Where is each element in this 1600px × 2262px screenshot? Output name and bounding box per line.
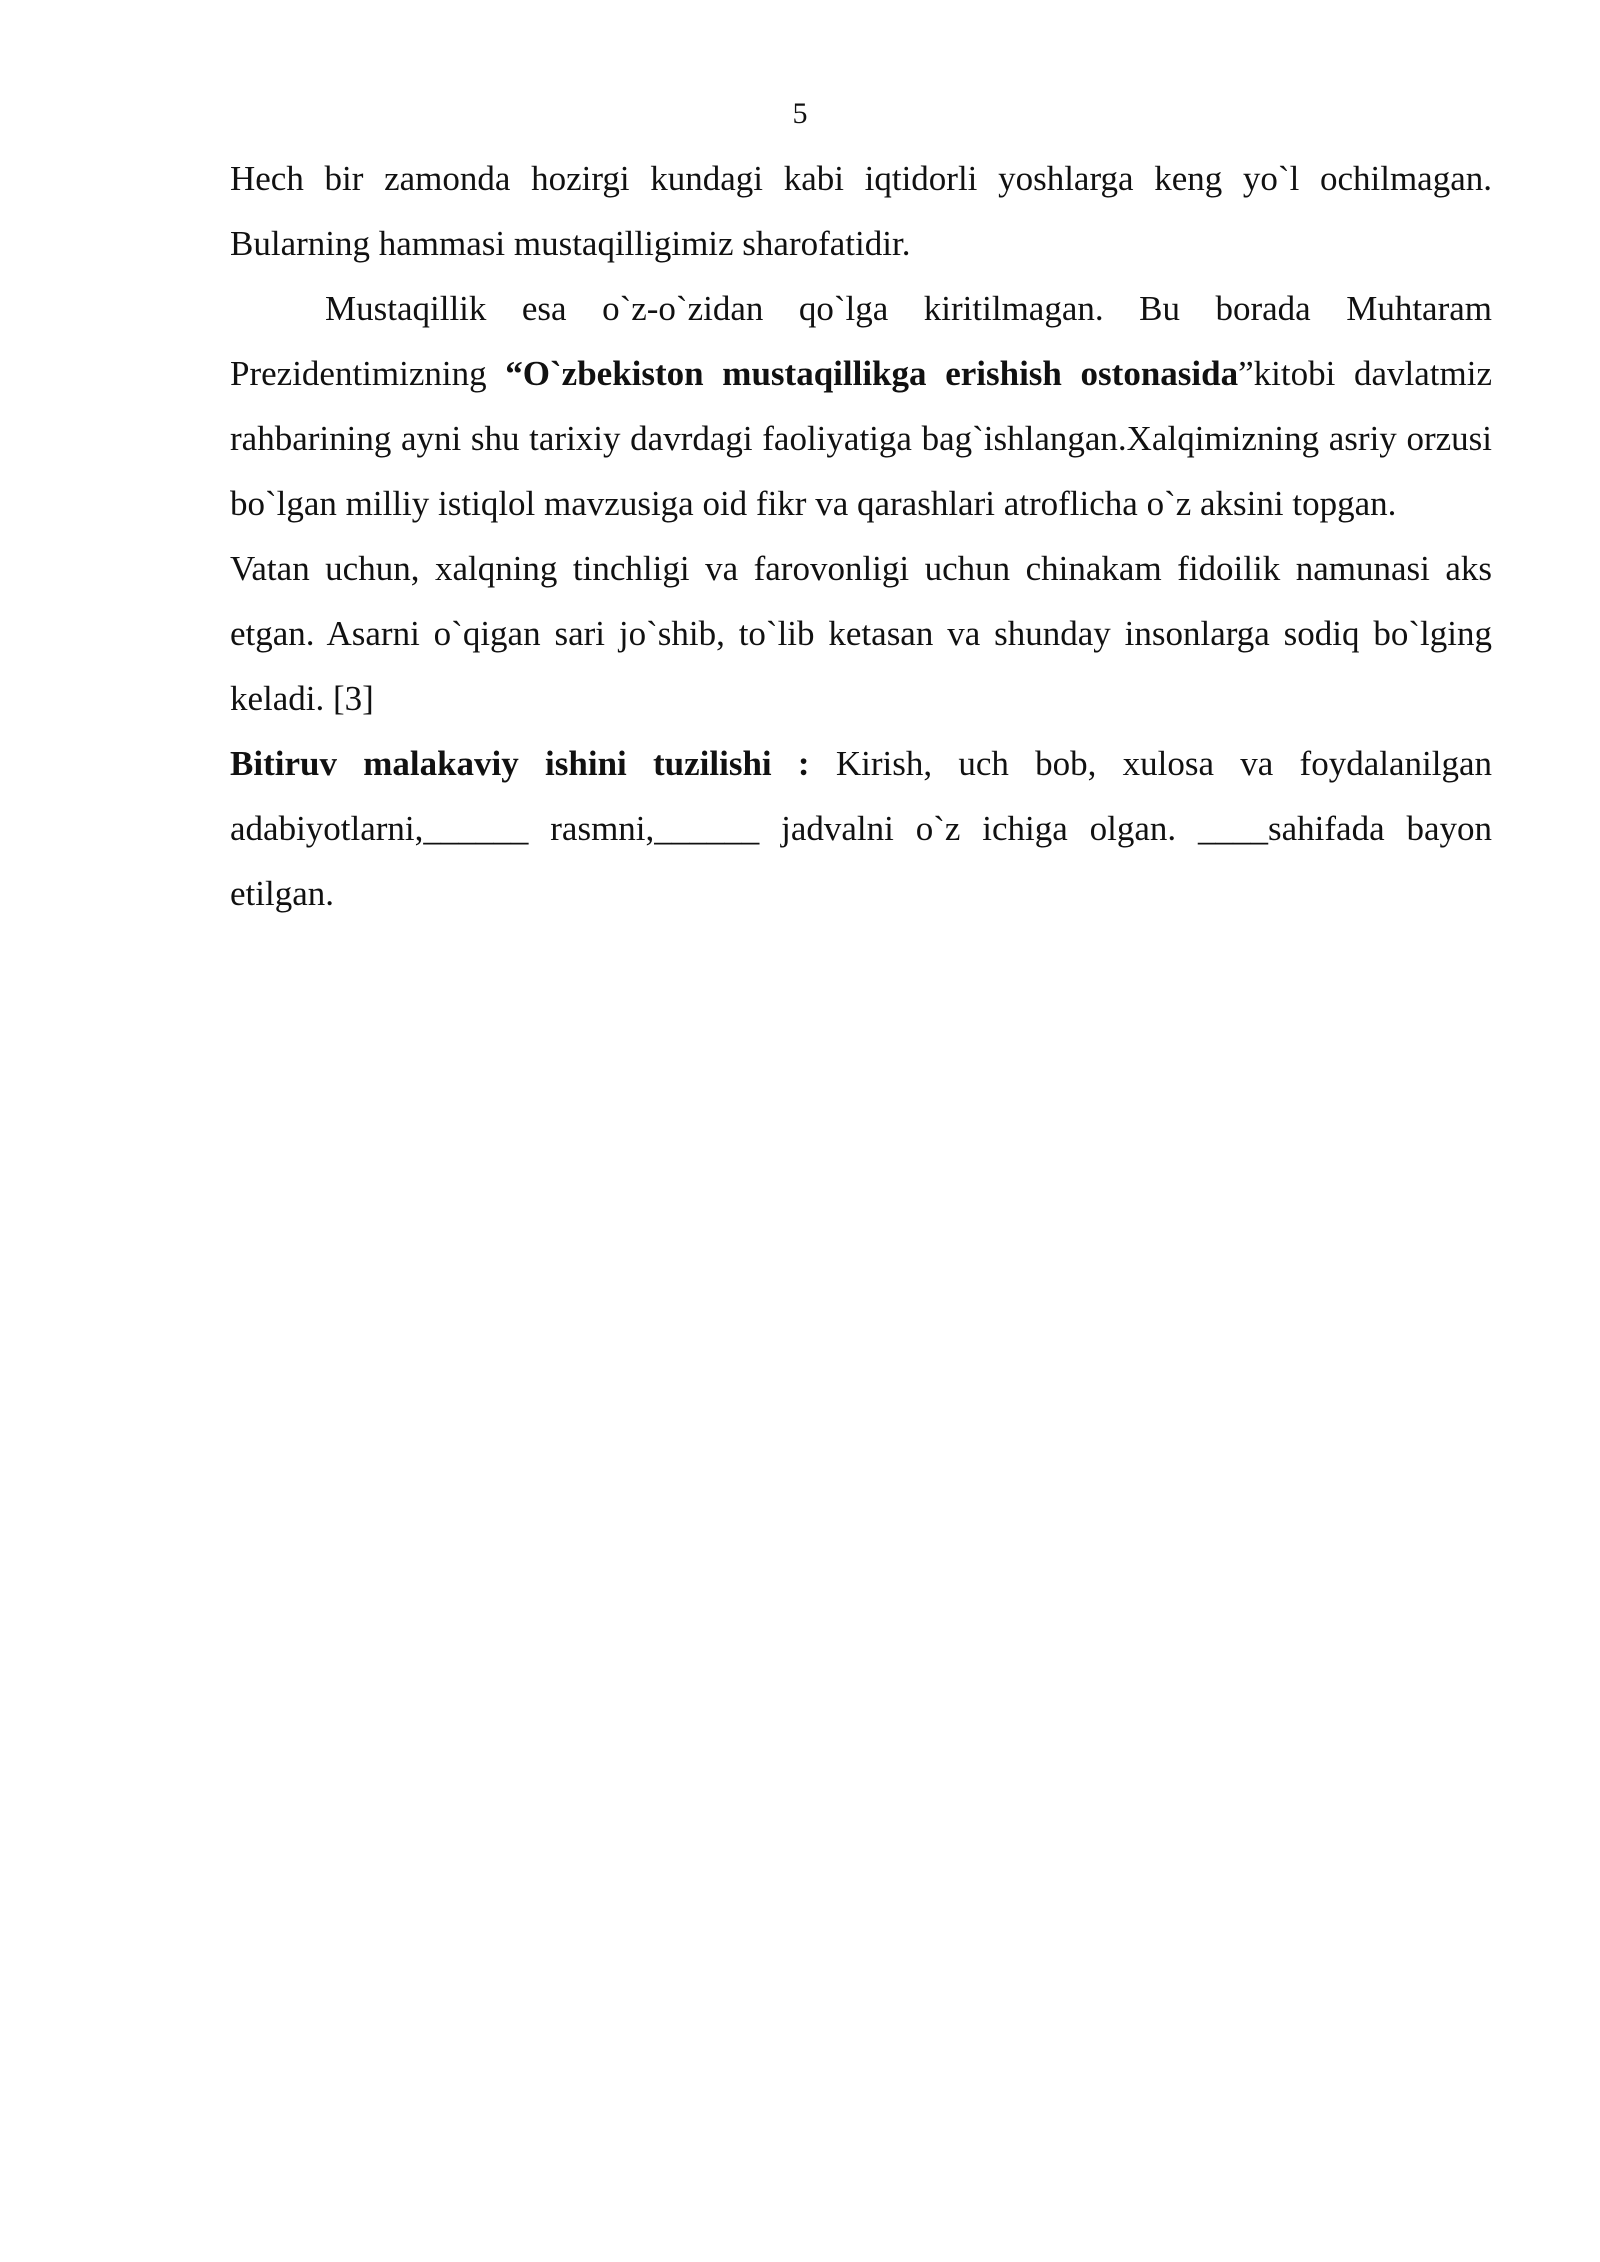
book-title: “O`zbekiston mustaqillikga erishish ostonasida [505, 354, 1239, 393]
structure-heading: Bitiruv malakaviy ishini tuzilishi : [230, 744, 810, 783]
paragraph-2-text-start: Mustaqillik esa o`z-o`zidan qo`lga kiritilmagan. Bu borada Muhtaram Prezidentimizning [230, 289, 1492, 393]
paragraph-4 [230, 731, 1492, 926]
page-number: 5 [792, 97, 808, 130]
paragraph-2 [230, 276, 1492, 536]
paragraph-2-text-end: ”kitobi davlatmiz rahbarining ayni shu tarixiy davrdagi faoliyatiga bag`ishlangan.Xalqimizning asriy orzusi bo`lgan milliy istiqlol mavzusiga oid fikr va qarashlari atroflicha o`z aksini topgan. [230, 354, 1492, 523]
structure-text: Kirish, uch bob, xulosa va foydalanilgan adabiyotlarni,______ rasmni,______ jadvalni o`z ichiga olgan. ____sahifada bayon etilgan. [230, 744, 1492, 913]
paragraph-1: Hech bir zamonda hozirgi kundagi kabi iqtidorli yoshlarga keng yo`l ochilmagan. Bularning hammasi mustaqilligimiz sharofatidir. [230, 159, 1492, 263]
document-body [230, 146, 1492, 926]
paragraph-3: Vatan uchun, xalqning tinchligi va farovonligi uchun chinakam fidoilik namunasi aks etgan. Asarni o`qigan sari jo`shib, to`lib ketasan va shunday insonlarga sodiq bo`lging keladi. [3] [230, 549, 1492, 718]
